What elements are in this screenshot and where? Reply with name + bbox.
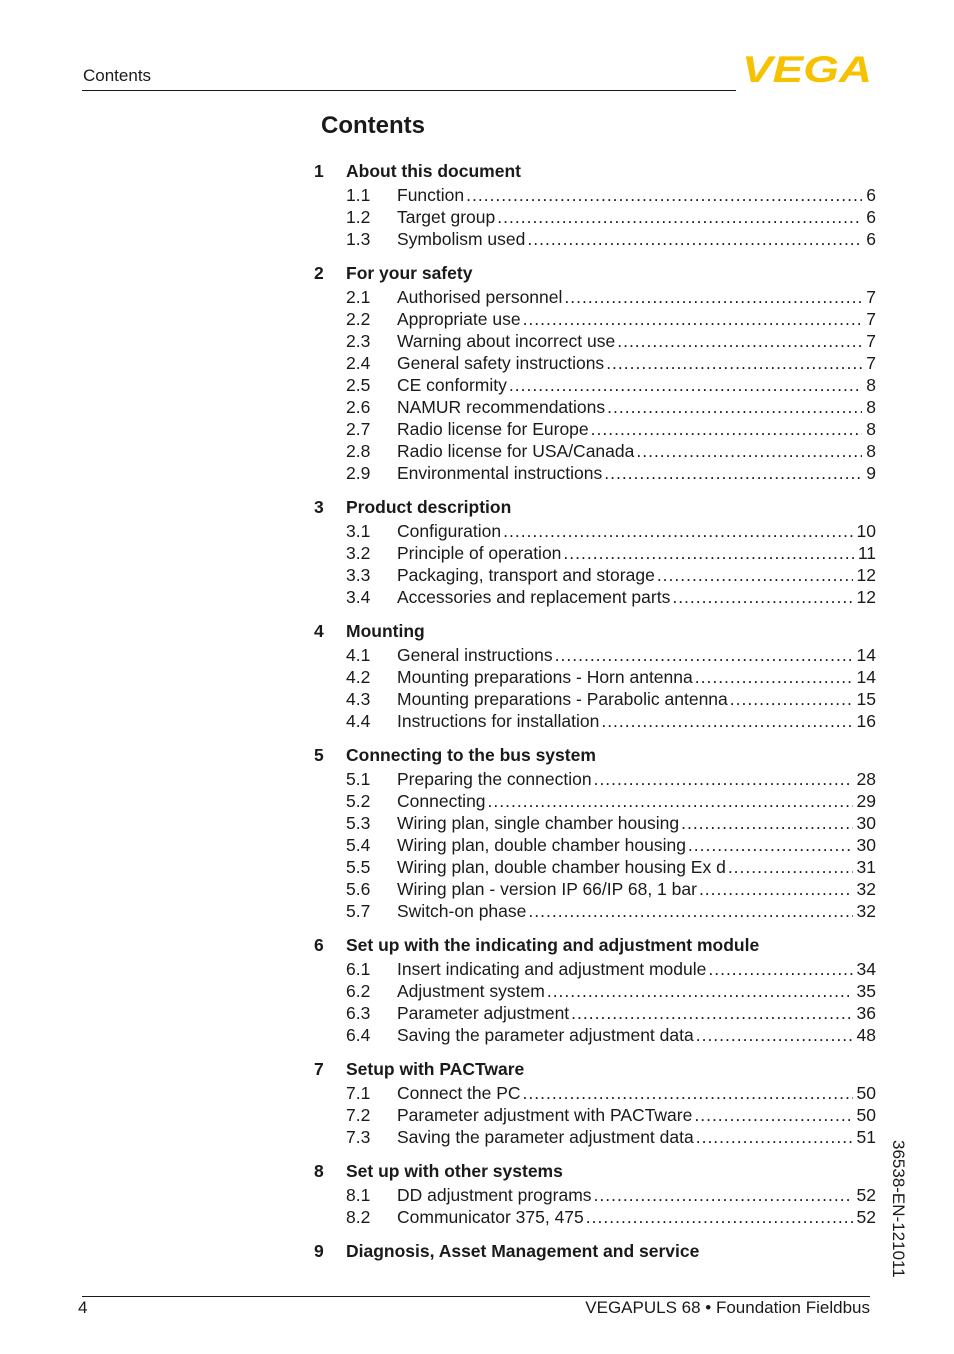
toc-entry-page: 11 [857, 542, 876, 563]
toc-entry-page: 16 [856, 710, 876, 731]
toc-entry-title: Radio license for Europe [397, 418, 589, 439]
toc-entry-page: 48 [856, 1024, 876, 1045]
dot-leader [606, 353, 862, 374]
dot-leader [586, 1207, 853, 1228]
running-header: Contents [83, 66, 152, 85]
toc-entry-number: 8.2 [346, 1206, 371, 1227]
toc-section-heading[interactable] [314, 618, 876, 644]
toc-entry-page: 6 [866, 184, 876, 205]
toc-entry[interactable] [314, 1082, 876, 1104]
dot-leader [695, 667, 853, 688]
toc-entry[interactable] [314, 1206, 876, 1228]
dot-leader [555, 645, 853, 666]
toc-entry-page: 31 [856, 856, 876, 877]
toc-entry-title: Communicator 375, 475 [397, 1206, 584, 1227]
toc-entry-page: 8 [866, 440, 876, 461]
toc-entry[interactable] [314, 1024, 876, 1046]
dot-leader [604, 463, 862, 484]
toc-entry-title: Adjustment system [397, 980, 545, 1001]
toc-entry-page: 12 [856, 564, 876, 585]
toc-entry-page: 52 [856, 1184, 876, 1205]
dot-leader [728, 857, 853, 878]
toc-entry-title: Radio license for USA/Canada [397, 440, 635, 461]
toc-entry-title: Wiring plan - version IP 66/IP 68, 1 bar [397, 878, 697, 899]
toc-entry[interactable] [314, 710, 876, 732]
dot-leader [547, 981, 853, 1002]
dot-leader [466, 185, 862, 206]
toc-entry-title: Connecting [397, 790, 486, 811]
toc-entry-title: Mounting preparations - Parabolic antenna [397, 688, 728, 709]
toc-entry-page: 8 [866, 418, 876, 439]
toc-entry-number: 2.9 [346, 462, 371, 483]
toc-entry-page: 29 [856, 790, 876, 811]
toc-entry-title: Function [397, 184, 465, 205]
dot-leader [636, 441, 862, 462]
dot-leader [657, 565, 853, 586]
toc-entry[interactable] [314, 286, 876, 308]
toc-entry-title: Connect the PC [397, 1082, 521, 1103]
vega-logo-text: VEGA [742, 52, 872, 84]
toc-entry-number: 1.3 [346, 228, 371, 249]
toc-entry-number: 8.1 [346, 1184, 371, 1205]
toc-entry-page: 36 [856, 1002, 876, 1023]
toc-entry-page: 9 [866, 462, 876, 483]
dot-leader [523, 309, 863, 330]
toc-entry-title: Instructions for installation [397, 710, 600, 731]
toc-section [314, 158, 876, 250]
dot-leader [594, 1185, 853, 1206]
footer-rule [82, 1296, 870, 1297]
toc-entry-number: 3.1 [346, 520, 371, 541]
toc-entry-title: Packaging, transport and storage [397, 564, 655, 585]
toc-entry-page: 14 [856, 666, 876, 687]
toc-entry-number: 5.3 [346, 812, 371, 833]
toc-section [314, 260, 876, 484]
toc-entry-number: 5.1 [346, 768, 371, 789]
toc-section-heading[interactable] [314, 1158, 876, 1184]
toc-entry[interactable] [314, 856, 876, 878]
toc-entry[interactable] [314, 184, 876, 206]
toc-entry-number: 2.1 [346, 286, 371, 307]
toc-section [314, 618, 876, 732]
toc-section [314, 1238, 876, 1264]
toc-entry-number: 2.8 [346, 440, 371, 461]
toc-section-number: 9 [314, 1240, 324, 1261]
toc-entry-title: Warning about incorrect use [397, 330, 616, 351]
toc-entry-title: Environmental instructions [397, 462, 603, 483]
toc-entry[interactable] [314, 440, 876, 462]
toc-entry[interactable] [314, 834, 876, 856]
toc-entry[interactable] [314, 878, 876, 900]
toc-section-number: 7 [314, 1058, 324, 1079]
toc-entry-page: 7 [866, 308, 876, 329]
toc-entry-page: 52 [856, 1206, 876, 1227]
dot-leader [509, 375, 862, 396]
toc-entry-page: 7 [866, 352, 876, 373]
toc-entry-title: Mounting preparations - Horn antenna [397, 666, 693, 687]
toc-entry[interactable] [314, 206, 876, 228]
toc-entry-title: Saving the parameter adjustment data [397, 1024, 694, 1045]
toc-entry[interactable] [314, 958, 876, 980]
toc-entry[interactable] [314, 330, 876, 352]
toc-section-number: 4 [314, 620, 324, 641]
toc-section-number: 5 [314, 744, 324, 765]
toc-entry-page: 6 [866, 206, 876, 227]
toc-entry-number: 5.7 [346, 900, 371, 921]
toc-entry-number: 5.5 [346, 856, 371, 877]
toc-entry-title: General safety instructions [397, 352, 605, 373]
dot-leader [672, 587, 852, 608]
toc-entry[interactable] [314, 374, 876, 396]
toc-section-heading[interactable] [314, 158, 876, 184]
toc-entry[interactable] [314, 228, 876, 250]
document-id: 36538-EN-121011 [889, 1140, 908, 1278]
toc-entry-number: 6.2 [346, 980, 371, 1001]
toc-entry[interactable] [314, 520, 876, 542]
toc-entry[interactable] [314, 396, 876, 418]
toc-entry-title: Wiring plan, single chamber housing [397, 812, 680, 833]
toc-entry-page: 6 [866, 228, 876, 249]
toc-entry-number: 5.2 [346, 790, 371, 811]
dot-leader [571, 1003, 852, 1024]
header-rule [82, 90, 736, 91]
toc-section-heading[interactable] [314, 1056, 876, 1082]
toc-entry-title: Insert indicating and adjustment module [397, 958, 707, 979]
toc-entry-title: Wiring plan, double chamber housing Ex d [397, 856, 726, 877]
page-number: 4 [78, 1298, 88, 1317]
toc-entry[interactable] [314, 1104, 876, 1126]
dot-leader [564, 287, 862, 308]
toc-section-title: Connecting to the bus system [346, 744, 596, 765]
dot-leader [681, 813, 852, 834]
toc-entry-page: 7 [866, 286, 876, 307]
toc-entry[interactable] [314, 644, 876, 666]
toc-section-number: 3 [314, 496, 324, 517]
toc-entry-number: 4.2 [346, 666, 371, 687]
toc-entry[interactable] [314, 564, 876, 586]
toc-entry[interactable] [314, 1126, 876, 1148]
toc-entry[interactable] [314, 900, 876, 922]
toc-section [314, 1056, 876, 1148]
toc-section-title: For your safety [346, 262, 473, 283]
toc-entry-page: 30 [856, 834, 876, 855]
toc-section-title: Set up with other systems [346, 1160, 563, 1181]
toc-entry-page: 50 [856, 1082, 876, 1103]
toc-entry-title: Preparing the connection [397, 768, 592, 789]
toc-entry-page: 51 [856, 1126, 876, 1147]
toc-entry-page: 8 [866, 396, 876, 417]
toc-entry[interactable] [314, 812, 876, 834]
dot-leader [696, 1127, 853, 1148]
toc-entry-page: 15 [856, 688, 876, 709]
dot-leader [528, 901, 852, 922]
vega-logo [742, 52, 872, 84]
dot-leader [699, 879, 853, 900]
toc-section-heading[interactable] [314, 494, 876, 520]
toc-entry[interactable] [314, 418, 876, 440]
toc-entry[interactable] [314, 768, 876, 790]
toc-entry-title: Switch-on phase [397, 900, 527, 921]
toc-entry-number: 1.2 [346, 206, 371, 227]
toc-entry-title: Principle of operation [397, 542, 562, 563]
toc-entry-title: Symbolism used [397, 228, 526, 249]
footer-product: VEGAPULS 68 • Foundation Fieldbus [585, 1298, 870, 1317]
toc-entry-number: 2.3 [346, 330, 371, 351]
dot-leader [527, 229, 862, 250]
toc-section-title: About this document [346, 160, 521, 181]
toc-entry[interactable] [314, 462, 876, 484]
toc-entry-page: 10 [856, 520, 876, 541]
toc-entry-page: 12 [856, 586, 876, 607]
toc-entry-number: 4.3 [346, 688, 371, 709]
toc-entry-number: 2.5 [346, 374, 371, 395]
dot-leader [591, 419, 863, 440]
table-of-contents [314, 158, 876, 1274]
toc-entry-number: 6.3 [346, 1002, 371, 1023]
toc-entry[interactable] [314, 308, 876, 330]
toc-section-title: Product description [346, 496, 512, 517]
toc-entry-number: 5.4 [346, 834, 371, 855]
toc-entry-number: 6.4 [346, 1024, 371, 1045]
dot-leader [730, 689, 853, 710]
toc-entry-title: Accessories and replacement parts [397, 586, 671, 607]
toc-section-number: 8 [314, 1160, 324, 1181]
dot-leader [488, 791, 853, 812]
toc-entry-page: 14 [856, 644, 876, 665]
dot-leader [694, 1105, 852, 1126]
page-title: Contents [321, 112, 425, 139]
toc-section-heading[interactable] [314, 932, 876, 958]
dot-leader [617, 331, 862, 352]
toc-entry-page: 7 [866, 330, 876, 351]
toc-entry[interactable] [314, 790, 876, 812]
toc-entry-page: 50 [856, 1104, 876, 1125]
toc-entry-title: Parameter adjustment with PACTware [397, 1104, 693, 1125]
toc-entry-number: 3.3 [346, 564, 371, 585]
toc-entry-number: 3.2 [346, 542, 371, 563]
toc-section-heading[interactable] [314, 260, 876, 286]
toc-entry[interactable] [314, 1002, 876, 1024]
toc-entry-number: 2.4 [346, 352, 371, 373]
toc-entry-number: 5.6 [346, 878, 371, 899]
toc-entry[interactable] [314, 1184, 876, 1206]
toc-section-heading[interactable] [314, 742, 876, 768]
toc-section [314, 494, 876, 608]
toc-entry[interactable] [314, 542, 876, 564]
dot-leader [497, 207, 862, 228]
toc-entry[interactable] [314, 586, 876, 608]
toc-entry-title: Wiring plan, double chamber housing [397, 834, 686, 855]
toc-entry-number: 4.4 [346, 710, 371, 731]
dot-leader [563, 543, 853, 564]
toc-entry-title: Parameter adjustment [397, 1002, 570, 1023]
toc-entry-page: 28 [856, 768, 876, 789]
toc-entry-title: General instructions [397, 644, 553, 665]
dot-leader [601, 711, 852, 732]
toc-entry-page: 8 [866, 374, 876, 395]
toc-section-title: Diagnosis, Asset Management and service [346, 1240, 700, 1261]
toc-section-number: 2 [314, 262, 324, 283]
toc-entry-number: 7.3 [346, 1126, 371, 1147]
toc-entry[interactable] [314, 352, 876, 374]
toc-section-title: Set up with the indicating and adjustment module [346, 934, 760, 955]
dot-leader [503, 521, 852, 542]
toc-entry[interactable] [314, 666, 876, 688]
dot-leader [696, 1025, 853, 1046]
toc-section [314, 742, 876, 922]
toc-entry-page: 32 [856, 878, 876, 899]
toc-entry-number: 2.6 [346, 396, 371, 417]
dot-leader [594, 769, 853, 790]
dot-leader [688, 835, 853, 856]
dot-leader [708, 959, 852, 980]
toc-entry-number: 4.1 [346, 644, 371, 665]
toc-entry-title: Appropriate use [397, 308, 521, 329]
toc-entry-title: CE conformity [397, 374, 507, 395]
toc-section-title: Setup with PACTware [346, 1058, 525, 1079]
toc-entry-page: 34 [856, 958, 876, 979]
toc-section [314, 1158, 876, 1228]
toc-entry[interactable] [314, 688, 876, 710]
toc-entry-title: Authorised personnel [397, 286, 563, 307]
toc-entry-title: DD adjustment programs [397, 1184, 592, 1205]
toc-section-heading[interactable] [314, 1238, 876, 1264]
toc-entry-title: Saving the parameter adjustment data [397, 1126, 694, 1147]
dot-leader [607, 397, 862, 418]
toc-entry-page: 32 [856, 900, 876, 921]
toc-entry-title: Target group [397, 206, 496, 227]
toc-entry[interactable] [314, 980, 876, 1002]
toc-entry-number: 7.1 [346, 1082, 371, 1103]
toc-entry-number: 2.2 [346, 308, 371, 329]
toc-section-title: Mounting [346, 620, 425, 641]
toc-entry-number: 6.1 [346, 958, 371, 979]
toc-entry-title: Configuration [397, 520, 502, 541]
toc-entry-number: 2.7 [346, 418, 371, 439]
toc-entry-number: 3.4 [346, 586, 371, 607]
toc-entry-page: 30 [856, 812, 876, 833]
toc-entry-title: NAMUR recommendations [397, 396, 606, 417]
toc-entry-number: 1.1 [346, 184, 371, 205]
toc-section-number: 1 [314, 160, 324, 181]
toc-section [314, 932, 876, 1046]
toc-section-number: 6 [314, 934, 324, 955]
toc-entry-page: 35 [856, 980, 876, 1001]
toc-entry-number: 7.2 [346, 1104, 371, 1125]
dot-leader [523, 1083, 853, 1104]
